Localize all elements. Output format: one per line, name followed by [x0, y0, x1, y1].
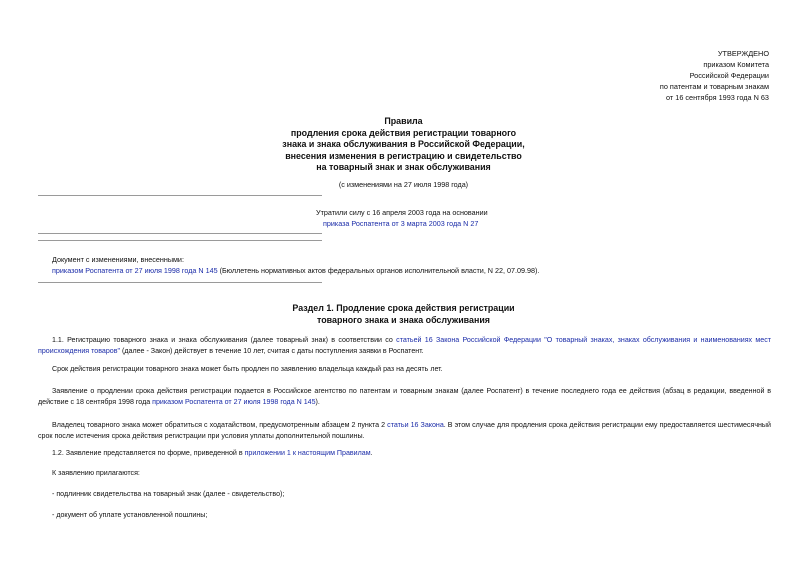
article-16-link[interactable]: статьи 16 Закона [387, 421, 444, 429]
paragraph-owner [38, 420, 771, 442]
title-line: продления срока действия регистрации товарного [290, 127, 517, 138]
paragraph-text: Заявление о продлении срока действия регистрации подается в Российское агентство по патентам и товарным знакам (далее Роспатент) в течение последнего года ее действия (абзац в редакции, введенной в действие с 18 сентября 1998 года [38, 387, 771, 406]
changes-reference [52, 254, 752, 276]
paragraph-1-2 [38, 448, 771, 459]
law-article-16-link[interactable]: статьей 16 Закона Российской Федерации "О товарный знаках, знаках обслуживания и наименованиях мест происхождения товаров" [38, 336, 771, 355]
approval-line: приказом Комитета [703, 60, 769, 69]
changes-label: Документ с изменениями, внесенными: [52, 255, 184, 264]
expiry-text: Утратили силу с 16 апреля 2003 года на основании [316, 208, 488, 217]
changes-source-text: (Бюллетень нормативных актов федеральных органов исполнительной власти, N 22, 07.09.98). [217, 266, 540, 275]
changes-line [52, 265, 752, 276]
expiry-order-link[interactable]: приказа Роспатента от 3 марта 2003 года N 27 [323, 219, 479, 228]
divider [38, 240, 322, 241]
list-item: - подлинник свидетельства на товарный знак (далее - свидетельство); [52, 490, 285, 498]
section-title-line: товарного знака и знака обслуживания [317, 314, 490, 325]
approval-line: Российской Федерации [689, 71, 769, 80]
title-line: внесения изменения в регистрацию и свидетельство [285, 150, 522, 161]
paragraph-attachments: К заявлению прилагаются: [52, 469, 140, 477]
section-title [0, 303, 807, 326]
paragraph-text: Владелец товарного знака может обратиться с ходатайством, предусмотренным абзацем 2 пункта 2 [52, 421, 388, 429]
paragraph-text: . В этом случае для продления срока действия регистрации ему предоставляется шестимесячный срок после истечения срока действия регистрации при условия уплаты дополнительной пошлины. [38, 421, 771, 440]
list-item: - документ об уплате установленной пошлины; [52, 511, 208, 519]
changes-order-link[interactable]: приказом Роспатента от 27 июля 1998 года N 145 [52, 266, 218, 275]
document-title [0, 116, 807, 174]
approval-block [509, 48, 769, 103]
section-title-line: Раздел 1. Продление срока действия регистрации [292, 303, 515, 313]
approval-line: по патентам и товарным знакам [659, 82, 769, 91]
title-line: на товарный знак и знак обслуживания [316, 162, 491, 172]
paragraph-text: 1.1. Регистрацию товарного знака и знака обслуживания (далее товарный знак) в соответствии со [52, 336, 397, 344]
approval-line: от 16 сентября 1993 года N 63 [666, 93, 769, 102]
order-145-link[interactable]: приказом Роспатента от 27 июля 1998 года N 145 [152, 398, 316, 406]
amendment-note: (с изменениями на 27 июля 1998 года) [338, 180, 469, 189]
paragraph-application [38, 386, 771, 408]
paragraph-1-1 [38, 335, 771, 357]
paragraph-text: 1.2. Заявление представляется по форме, приведенной в [52, 449, 245, 457]
approval-line: УТВЕРЖДЕНО [717, 49, 769, 58]
divider [38, 233, 322, 234]
divider [38, 282, 322, 283]
paragraph-text: (далее - Закон) действует в течение 10 лет, считая с даты поступления заявки в Роспатент. [120, 347, 424, 355]
title-line: Правила [384, 116, 423, 126]
expiry-notice [316, 207, 616, 229]
title-line: знака и знака обслуживания в Российской Федерации, [282, 139, 525, 149]
divider [38, 195, 322, 196]
appendix-1-link[interactable]: приложении 1 к настоящим Правилам [244, 449, 371, 457]
paragraph-text: . [370, 449, 373, 457]
paragraph-text: ). [315, 398, 320, 406]
paragraph-term: Срок действия регистрации товарного знака может быть продлен по заявлению владельца каждый раз на десять лет. [52, 365, 443, 373]
